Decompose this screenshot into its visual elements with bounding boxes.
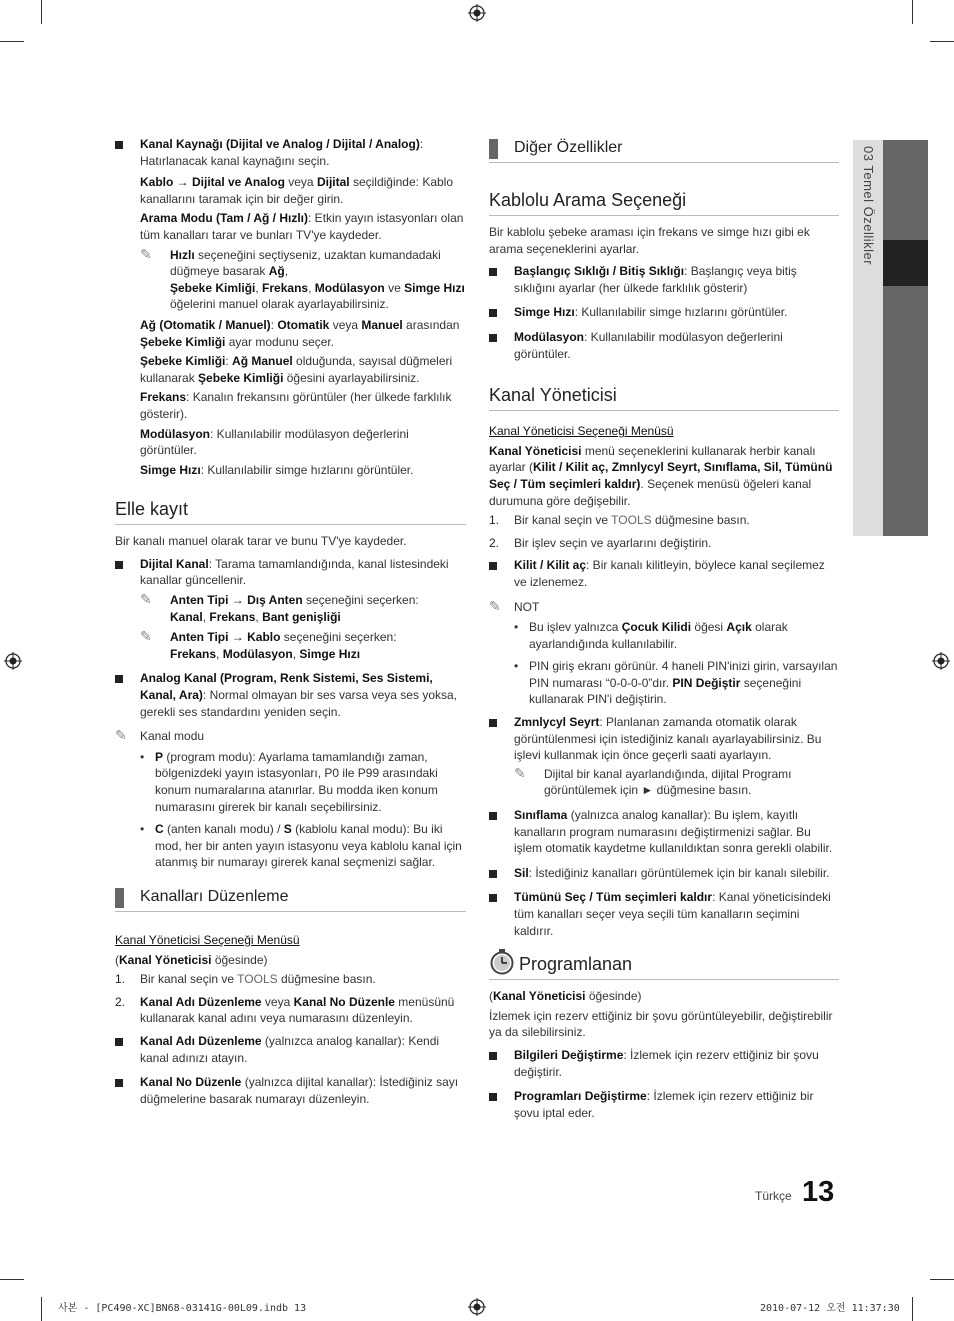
- kablolu-intro: Bir kablolu şebeke araması için frekans ve simge hızı gibi ek arama seçeneklerini ayarlar.: [489, 225, 810, 256]
- crop-mark: [930, 1279, 954, 1280]
- list-item: • C (anten kanalı modu) / S (kablolu kanal modu): Bu iki mod, her bir anten yayın istasyonu veya kablolu kanal için atanmış bir numarayı girerek kanal seçmenizi sağlar.: [140, 821, 466, 871]
- crop-mark: [0, 41, 24, 42]
- left-column: [115, 136, 466, 1115]
- kablolu-arama-heading: Kablolu Arama Seçeneği: [489, 189, 839, 216]
- kanal-yoneticisi-heading: Kanal Yöneticisi: [489, 384, 839, 411]
- registration-mark-icon: [468, 4, 486, 22]
- side-tab-label: 03 Temel Özellikler: [861, 146, 876, 266]
- side-tab-block: [883, 286, 928, 536]
- note: ✎ Dijital bir kanal ayarlandığında, dijital Programı görüntülemek için ► düğmesine basın.: [514, 764, 792, 798]
- right-column: [489, 136, 839, 1129]
- menu-subheading: Kanal Yöneticisi Seçeneği Menüsü: [489, 424, 674, 439]
- crop-mark: [930, 41, 954, 42]
- list-item: • P (program modu): Ayarlama tamamlandığı zaman, bölgenizdeki yayın istasyonları, P0 ile P99 arasındaki konum numaralarına atanırlar. Bu modda iken konum numarasını girerek bir kanalı seçebilirsiniz.: [140, 749, 466, 815]
- side-tab-marker: [883, 240, 928, 286]
- list-item: Tümünü Seç / Tüm seçimleri kaldır: Kanal yöneticisindeki tüm kanalları seçer veya seçili tüm kanalların seçimini kaldırır.: [489, 889, 839, 939]
- crop-mark: [912, 1297, 913, 1321]
- step-item: 1. Bir kanal seçin ve TOOLS düğmesine basın.: [489, 513, 750, 528]
- crop-mark: [41, 0, 42, 24]
- list-item: Sınıflama (yalnızca analog kanallar): Bu işlem, kayıtlı kanalların program numarasını değiştirmenizi sağlar. Bu işlem otomatik kaydetme kullanıldıktan sonra gerekli olabilir.: [489, 807, 839, 857]
- registration-mark-icon: [932, 652, 950, 670]
- clock-icon: [489, 949, 515, 975]
- list-item: Sil: İstediğiniz kanalları görüntülemek için bir kanalı silebilir.: [489, 865, 839, 882]
- note-pencil-icon: ✎: [140, 628, 152, 645]
- diger-ozellikler-heading: Diğer Özellikler: [489, 138, 839, 163]
- list-item: Kilit / Kilit aç: Bir kanalı kilitleyin, böylece kanal seçilemez ve izlenemez.: [489, 557, 839, 590]
- list-item: • Bu işlev yalnızca Çocuk Kilidi öğesi Açık olarak ayarlandığında kullanılabilir.: [514, 619, 839, 652]
- programlanan-intro: İzlemek için rezerv ettiğiniz bir şovu görüntüleyebilir, değiştirebilir ya da silebilirsiniz.: [489, 1008, 833, 1040]
- side-tab-block: [883, 140, 928, 240]
- list-item: Programları Değiştirme: İzlemek için rezerv ettiğiniz bir şovu iptal eder.: [489, 1088, 839, 1121]
- crop-mark: [41, 1297, 42, 1321]
- note-pencil-icon: ✎: [489, 597, 501, 614]
- elle-kayit-intro: Bir kanalı manuel olarak tarar ve bunu TV'ye kaydeder.: [115, 534, 407, 549]
- crop-mark: [0, 1279, 24, 1280]
- note: ✎ NOT: [489, 597, 540, 614]
- step-item: 2. Kanal Adı Düzenleme veya Kanal No Düzenle menüsünü kullanarak kanal adını veya numarasını düzenleyin.: [115, 994, 455, 1026]
- step-item: 1. Bir kanal seçin ve TOOLS düğmesine basın.: [115, 972, 376, 987]
- note: ✎ Anten Tipi → Dış Anten seçeneğini seçerken: Kanal, Frekans, Bant genişliği: [140, 591, 419, 624]
- kanal-adi-item: Kanal Adı Düzenleme (yalnızca analog kanallar): Kendi kanal adınızı atayın.: [115, 1033, 466, 1066]
- step-item: 2. Bir işlev seçin ve ayarlarını değiştirin.: [489, 535, 712, 550]
- list-item: Simge Hızı: Kullanılabilir simge hızlarını görüntüler.: [489, 304, 839, 321]
- context-note: (Kanal Yöneticisi öğesinde): [489, 989, 642, 1004]
- file-info: 사본 - [PC490-XC]BN68-03141G-00L09.indb 13: [58, 1303, 307, 1314]
- list-item: Başlangıç Sıklığı / Bitiş Sıklığı: Başlangıç veya bitiş sıklığını ayarlar (her ülkede farklılık gösterir): [489, 263, 839, 296]
- note-pencil-icon: ✎: [514, 764, 526, 781]
- programlanan-heading: Programlanan: [489, 953, 839, 980]
- kanal-no-item: Kanal No Düzenle (yalnızca dijital kanallar): İstediğiniz sayı düğmelerine basarak numarayı düzenleyin.: [115, 1074, 466, 1107]
- print-timestamp: 2010-07-12 오전 11:37:30: [760, 1303, 900, 1314]
- menu-subheading: Kanal Yöneticisi Seçeneği Menüsü: [115, 932, 300, 947]
- list-item: • PIN giriş ekranı görünür. 4 haneli PIN'inizi girin, varsayılan PIN numarası “0-0-0-0”dır. PIN Değiştir seçeneğini kullanarak PIN'i değiştirin.: [514, 658, 839, 708]
- yonetici-intro: Kanal Yöneticisi menü seçeneklerini kullanarak herbir kanalı ayarlar (Kilit / Kilit aç, Zmnlycyl Seyrt, Sınıflama, Sil, Tümünü Seç / Tüm seçimleri kaldır). Seçenek menüsü öğeleri kanal durumuna göre değişebilir.: [489, 443, 833, 508]
- dijital-kanal-item: Dijital Kanal: Tarama tamamlandığında, kanal listesindeki kanallar güncellenir. ✎ Anten Tipi → Dış Anten seçeneğini seçerken: Kanal, Frekans, Bant genişliği ✎ Anten Tipi → Kablo seçeneğini seçerken: Frekans, Modülasyon, Simge Hızı: [115, 556, 466, 663]
- footer-language: Türkçe: [755, 1189, 792, 1203]
- elle-kayit-heading: Elle kayıt: [115, 498, 466, 525]
- kanallari-duzenleme-heading: Kanalları Düzenleme: [115, 887, 466, 912]
- registration-mark-icon: [4, 652, 22, 670]
- page-number: 13: [802, 1176, 835, 1208]
- registration-mark-icon: [468, 1298, 486, 1316]
- analog-kanal-item: Analog Kanal (Program, Renk Sistemi, Ses Sistemi, Kanal, Ara): Normal olmayan bir ses varsa veya ses yoksa, gerekli ses standardını yeniden seçin.: [115, 670, 466, 720]
- note-pencil-icon: ✎: [115, 727, 127, 744]
- list-item: Modülasyon: Kullanılabilir modülasyon değerlerini görüntüler.: [489, 329, 839, 362]
- context-note: (Kanal Yöneticisi öğesinde): [115, 952, 268, 967]
- kanal-kaynagi-item: Kanal Kaynağı (Dijital ve Analog / Dijital / Analog): Hatırlanacak kanal kaynağını seçin. Kablo → Dijital ve Analog veya Dijital seçildiğinde: Kablo kanallarını taramak için bir değer girin. Arama Modu (Tam / Ağ / Hızlı): Etkin yayın istasyonları olan tüm kanalları tarar ve bunları TV'ye kaydeder. ✎ Hızlı seçeneğini seçtiyseniz, uzaktan kumandadaki düğmeye basarak Ağ, Şebeke Kimliği, Frekans, Modülasyon ve Simge Hızı öğelerini manuel olarak ayarlayabilirsiniz. Ağ (Otomatik / Manuel): Otomatik veya Manuel arasından Şebeke Kimliği ayar modunu seçer. Şebeke Kimliği: Ağ Manuel olduğunda, sayısal düğmeleri kullanarak Şebeke Kimliği öğesini ayarlayabilirsiniz. Frekans: Kanalın frekansını görüntüler (her ülkede farklılık gösterir). Modülasyon: Kullanılabilir modülasyon değerlerini görüntüler. Simge Hızı: Kullanılabilir simge hızlarını görüntüler.: [115, 136, 466, 478]
- crop-mark: [912, 0, 913, 24]
- list-item: Zmnlycyl Seyrt: Planlanan zamanda otomatik olarak görüntülenmesi için istediğiniz kanalı ayarlayabilirsiniz. Bu işlevi kullanmak için önce geçerli saati ayarlayın. ✎ Dijital bir kanal ayarlandığında, dijital Programı görüntülemek için ► düğmesine basın.: [489, 714, 839, 799]
- note: ✎ Kanal modu: [115, 727, 205, 744]
- list-item: Bilgileri Değiştirme: İzlemek için rezerv ettiğiniz bir şovu değiştirir.: [489, 1047, 839, 1080]
- note: ✎ Anten Tipi → Kablo seçeneğini seçerken: Frekans, Modülasyon, Simge Hızı: [140, 628, 397, 661]
- note-pencil-icon: ✎: [140, 591, 152, 608]
- note: ✎ Hızlı seçeneğini seçtiyseniz, uzaktan kumandadaki düğmeye basarak Ağ, Şebeke Kimliği, Frekans, Modülasyon ve Simge Hızı öğelerini manuel olarak ayarlayabilirsiniz.: [140, 245, 465, 312]
- note-pencil-icon: ✎: [140, 245, 152, 262]
